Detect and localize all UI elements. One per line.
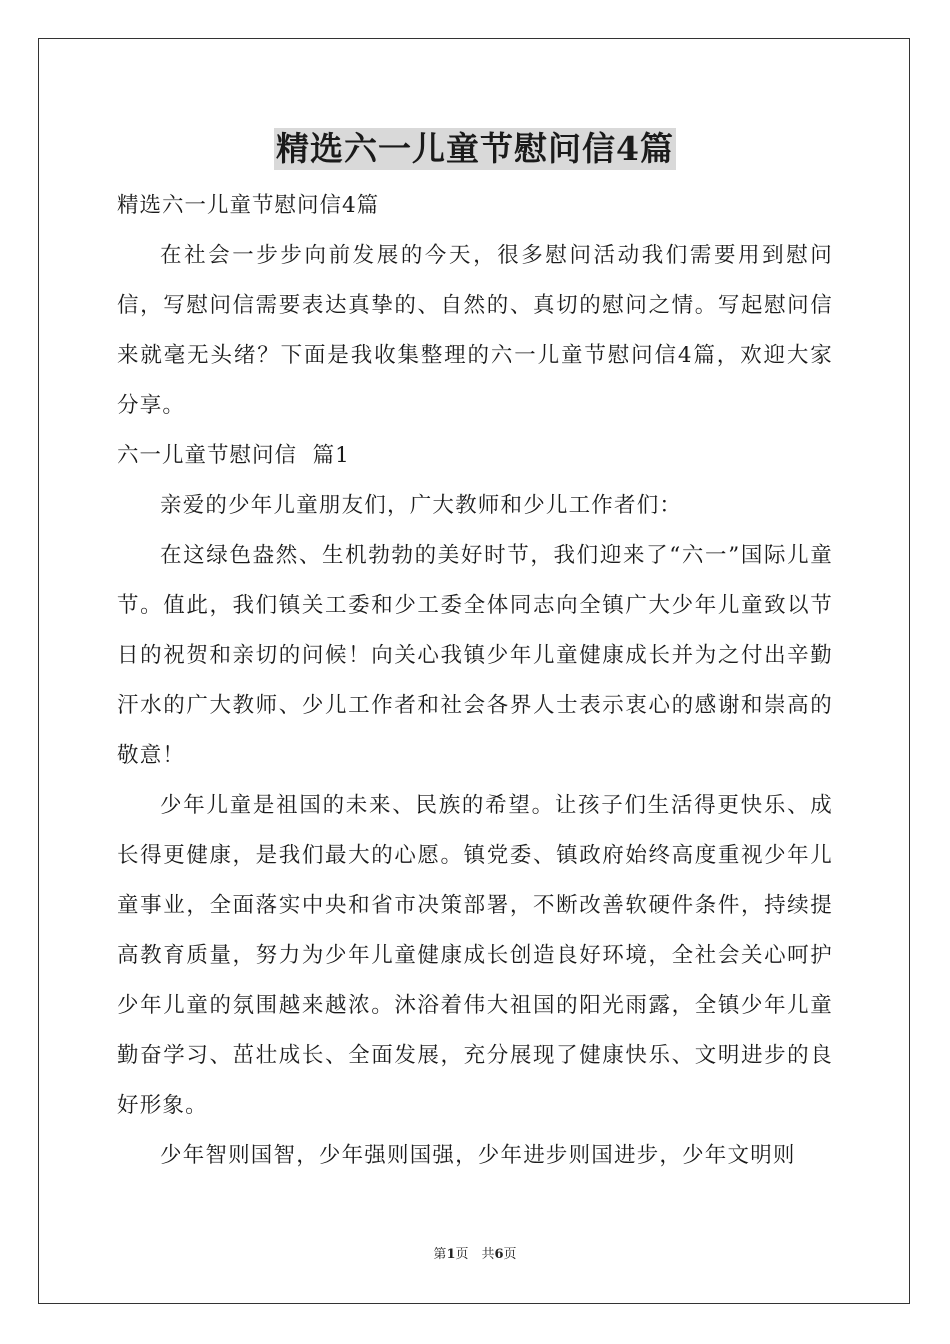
current-page-number: 1 [446,1247,456,1262]
page-footer [0,1246,950,1264]
page-suffix: 页 [503,1247,517,1262]
page-prefix: 第 [433,1247,447,1262]
total-page-number: 6 [494,1247,504,1262]
section-heading: 六一儿童节慰问信 篇1 [117,443,350,468]
body-paragraph: 少年儿童是祖国的未来、民族的希望。让孩子们生活得更快乐、成长得更健康，是我们最大的心愿。镇党委、镇政府始终高度重视少年儿童事业，全面落实中央和省市决策部署，不断改善软硬件条件，持续提高教育质量，努力为少年儿童健康成长创造良好环境，全社会关心呵护少年儿童的氛围越来越浓。沐浴着伟大祖国的阳光雨露，全镇少年儿童勤奋学习、茁壮成长、全面发展，充分展现了健康快乐、文明进步的良好形象。 [117,793,833,1118]
intro-paragraph: 在社会一步步向前发展的今天，很多慰问活动我们需要用到慰问信，写慰问信需要表达真挚的、自然的、真切的慰问之情。写起慰问信来就毫无头绪？下面是我收集整理的六一儿童节慰问信4篇，欢迎大家分享。 [117,243,833,418]
title-container [0,128,950,170]
body-paragraph: 少年智则国智，少年强则国强，少年进步则国进步，少年文明则 [160,1143,796,1168]
document-body [117,181,833,1181]
document-title: 精选六一儿童节慰问信4篇 [276,129,674,168]
salutation: 亲爱的少年儿童朋友们，广大教师和少儿工作者们： [160,493,683,518]
body-paragraph: 在这绿色盎然、生机勃勃的美好时节，我们迎来了“六一”国际儿童节。值此，我们镇关工委和少工委全体同志向全镇广大少年儿童致以节日的祝贺和亲切的问候！向关心我镇少年儿童健康成长并为之付出辛勤汗水的广大教师、少儿工作者和社会各界人士表示衷心的感谢和崇高的敬意！ [117,543,833,768]
page-mid: 页 共 [455,1247,495,1262]
document-subtitle: 精选六一儿童节慰问信4篇 [117,193,380,218]
